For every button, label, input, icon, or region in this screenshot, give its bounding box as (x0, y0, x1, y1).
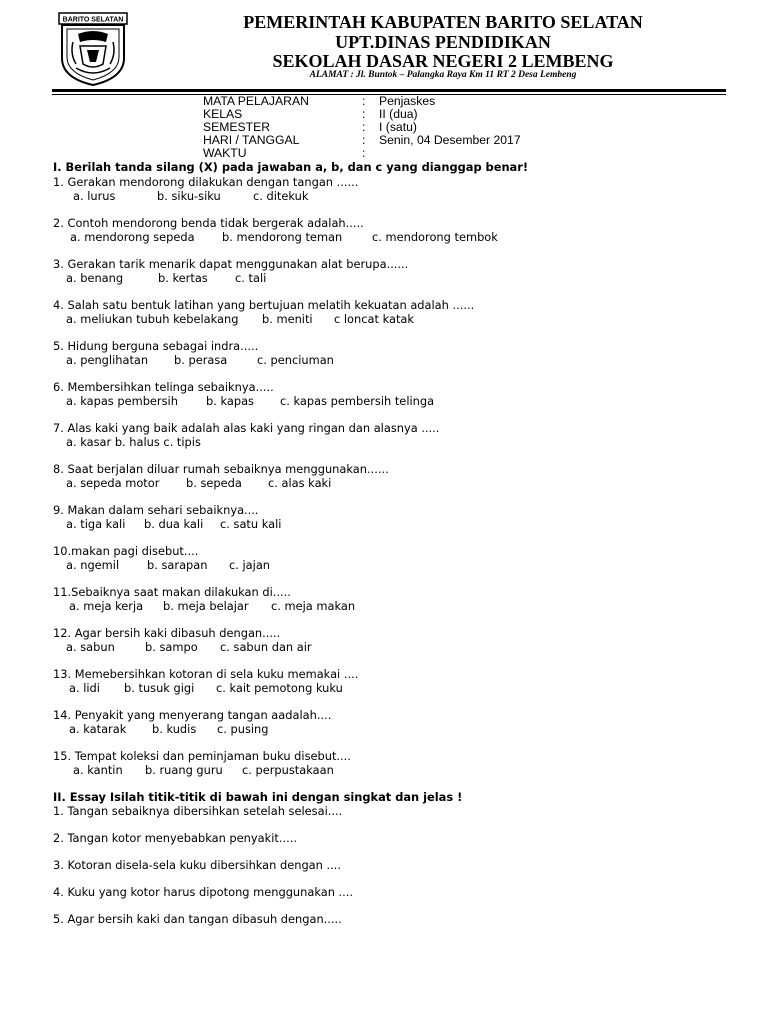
question-14: 14. Penyakit yang menyerang tangan aadalah.... (53, 708, 332, 722)
info-label: MATA PELAJARAN (203, 94, 309, 108)
question-8: 8. Saat berjalan diluar rumah sebaiknya menggunakan...... (53, 462, 389, 476)
logo-text: BARITO SELATAN (62, 16, 124, 24)
info-colon: : (362, 133, 366, 147)
question-9: 9. Makan dalam sehari sebaiknya.... (53, 503, 259, 517)
question-12: 12. Agar bersih kaki dibasuh dengan..... (53, 626, 281, 640)
option-c: c. meja makan (271, 599, 356, 613)
option-c: c. perpustakaan (242, 763, 334, 777)
question-1: 1. Gerakan mendorong dilakukan dengan tangan ...... (53, 175, 359, 189)
option-a: a. meja kerja (69, 599, 144, 613)
option-b: b. mendorong teman (222, 230, 343, 244)
option-a: a. ngemil (66, 558, 120, 572)
info-value: Senin, 04 Desember 2017 (379, 133, 521, 147)
option-a: a. sepeda motor (66, 476, 160, 490)
question-5: 5. Hidung berguna sebagai indra..... (53, 339, 259, 353)
option-c: c. satu kali (220, 517, 282, 531)
info-colon: : (362, 94, 366, 108)
option-b: b. sarapan (147, 558, 208, 572)
header-address: ALAMAT : Jl. Buntok – Palangka Raya Km 11 RT 2 Desa Lembeng (309, 70, 577, 80)
header-school-title: SEKOLAH DASAR NEGERI 2 LEMBENG (272, 51, 614, 71)
info-colon: : (362, 107, 366, 121)
option-b: b. kertas (158, 271, 208, 285)
essay-question-3: 3. Kotoran disela-sela kuku dibersihkan dengan .... (53, 858, 341, 872)
info-label: SEMESTER (203, 120, 271, 134)
question-3: 3. Gerakan tarik menarik dapat menggunakan alat berupa...... (53, 257, 409, 271)
option-a: a. tiga kali (66, 517, 126, 531)
option-a: a. benang (66, 271, 124, 285)
info-label: KELAS (203, 107, 243, 121)
option-c: c. penciuman (257, 353, 334, 367)
question-10: 10.makan pagi disebut.... (53, 544, 199, 558)
option-c: c loncat katak (334, 312, 414, 326)
option-b: b. ruang guru (145, 763, 223, 777)
info-label: HARI / TANGGAL (203, 133, 300, 147)
question-6: 6. Membersihkan telinga sebaiknya..... (53, 380, 274, 394)
option-a: a. katarak (69, 722, 127, 736)
option-b: b. sepeda (186, 476, 242, 490)
question-7: 7. Alas kaki yang baik adalah alas kaki yang ringan dan alasnya ..... (53, 421, 440, 435)
question-11: 11.Sebaiknya saat makan dilakukan di..... (53, 585, 291, 599)
question-4: 4. Salah satu bentuk latihan yang bertujuan melatih kekuatan adalah ...... (53, 298, 475, 312)
info-value: II (dua) (379, 107, 418, 121)
option-a: a. lidi (69, 681, 100, 695)
option-c: c. mendorong tembok (372, 230, 498, 244)
option-a: a. penglihatan (66, 353, 149, 367)
option-b: b. perasa (174, 353, 228, 367)
options-abc: a. kasar b. halus c. tipis (66, 435, 201, 449)
info-label: WAKTU (203, 146, 247, 160)
option-b: b. kapas (206, 394, 254, 408)
info-value: I (satu) (379, 120, 417, 134)
option-b: b. siku-siku (157, 189, 221, 203)
header-agency-title: UPT.DINAS PENDIDIKAN (335, 32, 551, 52)
question-13: 13. Memebersihkan kotoran di sela kuku memakai .... (53, 667, 359, 681)
option-a: a. mendorong sepeda (70, 230, 195, 244)
header-government-title: PEMERINTAH KABUPATEN BARITO SELATAN (243, 12, 643, 32)
option-a: a. kantin (73, 763, 123, 777)
question-2: 2. Contoh mendorong benda tidak bergerak adalah..... (53, 216, 364, 230)
option-b: b. kudis (152, 722, 197, 736)
question-15: 15. Tempat koleksi dan peminjaman buku disebut.... (53, 749, 351, 763)
option-c: c. sabun dan air (220, 640, 312, 654)
info-value: Penjaskes (379, 94, 436, 108)
option-b: b. meniti (262, 312, 313, 326)
essay-question-4: 4. Kuku yang kotor harus dipotong menggunakan .... (53, 885, 354, 899)
option-b: b. meja belajar (163, 599, 249, 613)
option-b: b. dua kali (144, 517, 204, 531)
option-a: a. kapas pembersih (66, 394, 178, 408)
option-a: a. lurus (73, 189, 116, 203)
option-a: a. sabun (66, 640, 115, 654)
info-colon: : (362, 146, 366, 160)
header-divider-thick (52, 89, 726, 92)
info-colon: : (362, 120, 366, 134)
essay-question-5: 5. Agar bersih kaki dan tangan dibasuh dengan..... (53, 912, 342, 926)
option-c: c. kait pemotong kuku (216, 681, 343, 695)
option-c: c. alas kaki (268, 476, 332, 490)
option-c: c. kapas pembersih telinga (280, 394, 435, 408)
option-c: c. tali (235, 271, 267, 285)
section2-heading: II. Essay Isilah titik-titik di bawah ini dengan singkat dan jelas ! (53, 790, 463, 804)
option-b: b. sampo (145, 640, 198, 654)
option-b: b. tusuk gigi (124, 681, 195, 695)
option-c: c. pusing (217, 722, 269, 736)
section1-heading: I. Berilah tanda silang (X) pada jawaban a, b, dan c yang dianggap benar! (53, 160, 529, 174)
option-c: c. jajan (229, 558, 271, 572)
essay-question-2: 2. Tangan kotor menyebabkan penyakit..... (53, 831, 297, 845)
option-c: c. ditekuk (253, 189, 309, 203)
essay-question-1: 1. Tangan sebaiknya dibersihkan setelah selesai.... (53, 804, 343, 818)
regency-emblem-logo (58, 12, 128, 86)
option-a: a. meliukan tubuh kebelakang (66, 312, 239, 326)
